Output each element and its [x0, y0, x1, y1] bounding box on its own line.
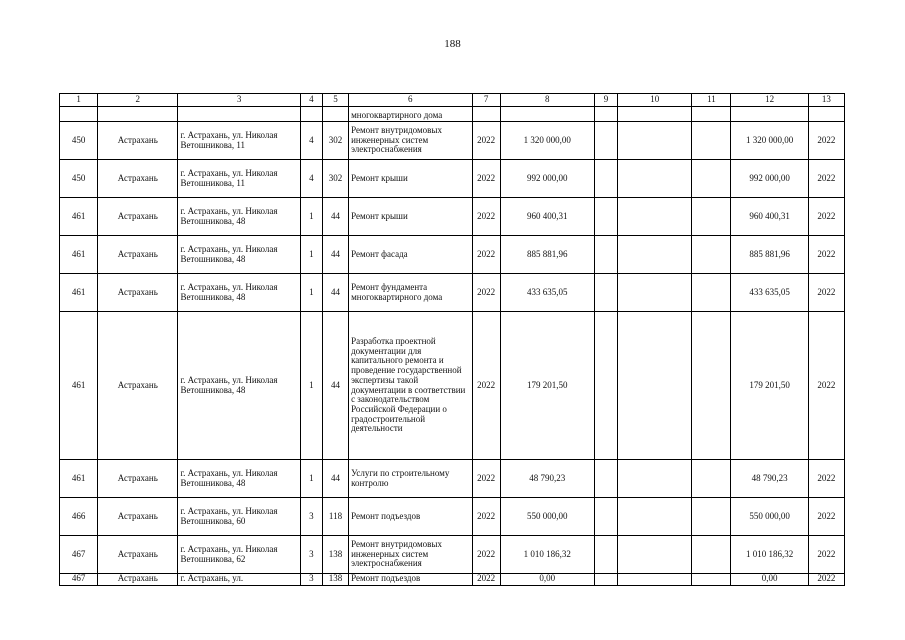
header-col-11: 11 [692, 94, 731, 107]
city-cell: Астрахань [98, 160, 178, 198]
col10-cell [618, 122, 692, 160]
col11-cell [692, 460, 731, 498]
col9-cell [594, 236, 617, 274]
col4-cell: 4 [300, 160, 322, 198]
table-row [60, 460, 845, 498]
table-row [60, 574, 845, 586]
col11-cell [692, 236, 731, 274]
work-type-cell: Ремонт фасада [349, 236, 472, 274]
continuation-row [60, 107, 845, 122]
col4-cell: 1 [300, 274, 322, 312]
year-cell: 2022 [472, 460, 500, 498]
year-cell: 2022 [472, 236, 500, 274]
header-col-12: 12 [731, 94, 808, 107]
col10-cell [618, 236, 692, 274]
col10-cell [618, 460, 692, 498]
header-col-13: 13 [808, 94, 844, 107]
col11-cell [692, 536, 731, 574]
year-cell: 2022 [472, 498, 500, 536]
year-cell: 2022 [472, 160, 500, 198]
col11-cell [692, 160, 731, 198]
col9-cell [594, 460, 617, 498]
col4-cell: 3 [300, 574, 322, 586]
deadline-cell: 2022 [808, 312, 844, 460]
col10-cell [618, 574, 692, 586]
col5-cell: 44 [322, 274, 348, 312]
col10-cell [618, 536, 692, 574]
table-row [60, 236, 845, 274]
total-cost-cell: 992 000,00 [731, 160, 808, 198]
total-cost-cell: 0,00 [731, 574, 808, 586]
deadline-cell: 2022 [808, 274, 844, 312]
col5-cell: 44 [322, 236, 348, 274]
row-number: 467 [60, 536, 98, 574]
cost-cell: 960 400,31 [500, 198, 594, 236]
cost-cell: 433 635,05 [500, 274, 594, 312]
table-row [60, 498, 845, 536]
address-cell: г. Астрахань, ул. Николая Ветошникова, 48 [178, 198, 300, 236]
col9-cell [594, 574, 617, 586]
row-number: 450 [60, 160, 98, 198]
col9-cell [594, 198, 617, 236]
deadline-cell: 2022 [808, 122, 844, 160]
col5-cell: 138 [322, 574, 348, 586]
deadline-cell: 2022 [808, 198, 844, 236]
cost-cell: 0,00 [500, 574, 594, 586]
col4-cell: 1 [300, 236, 322, 274]
col11-cell [692, 198, 731, 236]
header-col-4: 4 [300, 94, 322, 107]
col9-cell [594, 312, 617, 460]
header-col-7: 7 [472, 94, 500, 107]
address-cell: г. Астрахань, ул. Николая Ветошникова, 48 [178, 274, 300, 312]
header-col-9: 9 [594, 94, 617, 107]
header-col-1: 1 [60, 94, 98, 107]
deadline-cell: 2022 [808, 236, 844, 274]
cost-cell: 992 000,00 [500, 160, 594, 198]
year-cell: 2022 [472, 312, 500, 460]
total-cost-cell: 960 400,31 [731, 198, 808, 236]
address-cell: г. Астрахань, ул. Николая Ветошникова, 11 [178, 160, 300, 198]
row-number: 466 [60, 498, 98, 536]
header-col-10: 10 [618, 94, 692, 107]
col10-cell [618, 160, 692, 198]
total-cost-cell: 433 635,05 [731, 274, 808, 312]
work-type-cell: Услуги по строительному контролю [349, 460, 472, 498]
col9-cell [594, 498, 617, 536]
header-col-5: 5 [322, 94, 348, 107]
city-cell: Астрахань [98, 536, 178, 574]
work-type-cell: Ремонт фундамента многоквартирного дома [349, 274, 472, 312]
table-row [60, 536, 845, 574]
total-cost-cell: 48 790,23 [731, 460, 808, 498]
work-type-cell: Ремонт подъездов [349, 498, 472, 536]
col4-cell: 3 [300, 498, 322, 536]
city-cell: Астрахань [98, 312, 178, 460]
city-cell: Астрахань [98, 236, 178, 274]
header-row [60, 94, 845, 107]
col5-cell: 138 [322, 536, 348, 574]
city-cell: Астрахань [98, 574, 178, 586]
page-number: 188 [444, 38, 461, 50]
cost-cell: 550 000,00 [500, 498, 594, 536]
work-type-cell: Ремонт подъездов [349, 574, 472, 586]
year-cell: 2022 [472, 536, 500, 574]
row-number: 461 [60, 460, 98, 498]
col4-cell: 4 [300, 122, 322, 160]
col11-cell [692, 498, 731, 536]
work-type-cell: Ремонт крыши [349, 198, 472, 236]
table-row [60, 274, 845, 312]
work-type-cell: Ремонт внутридомовых инженерных систем электроснабжения [349, 122, 472, 160]
col5-cell: 302 [322, 122, 348, 160]
col11-cell [692, 122, 731, 160]
total-cost-cell: 179 201,50 [731, 312, 808, 460]
table-row [60, 312, 845, 460]
col5-cell: 44 [322, 198, 348, 236]
row-number: 461 [60, 274, 98, 312]
header-col-3: 3 [178, 94, 300, 107]
city-cell: Астрахань [98, 198, 178, 236]
work-type-cell: Разработка проектной документации для капитального ремонта и проведение государственной экспертизы такой документации в соответствии с законодательством Российской Федерации о градостроительной деятельности [349, 312, 472, 460]
year-cell: 2022 [472, 274, 500, 312]
deadline-cell: 2022 [808, 498, 844, 536]
col5-cell: 44 [322, 312, 348, 460]
row-number: 461 [60, 312, 98, 460]
col10-cell [618, 312, 692, 460]
col4-cell: 3 [300, 536, 322, 574]
city-cell: Астрахань [98, 460, 178, 498]
address-cell: г. Астрахань, ул. Николая Ветошникова, 11 [178, 122, 300, 160]
row-number: 467 [60, 574, 98, 586]
total-cost-cell: 550 000,00 [731, 498, 808, 536]
row-number: 461 [60, 198, 98, 236]
year-cell: 2022 [472, 122, 500, 160]
table-row [60, 160, 845, 198]
deadline-cell: 2022 [808, 460, 844, 498]
col4-cell: 1 [300, 460, 322, 498]
col11-cell [692, 274, 731, 312]
address-cell: г. Астрахань, ул. Николая Ветошникова, 48 [178, 312, 300, 460]
row-number: 461 [60, 236, 98, 274]
year-cell: 2022 [472, 574, 500, 586]
col10-cell [618, 274, 692, 312]
col10-cell [618, 198, 692, 236]
col4-cell: 1 [300, 198, 322, 236]
address-cell: г. Астрахань, ул. Николая Ветошникова, 60 [178, 498, 300, 536]
capital-repair-table [59, 93, 845, 586]
col10-cell [618, 498, 692, 536]
row-number: 450 [60, 122, 98, 160]
table-body [60, 94, 845, 586]
deadline-cell: 2022 [808, 536, 844, 574]
col5-cell: 118 [322, 498, 348, 536]
cost-cell: 885 881,96 [500, 236, 594, 274]
year-cell: 2022 [472, 198, 500, 236]
header-col-6: 6 [349, 94, 472, 107]
continuation-text: многоквартирного дома [349, 107, 472, 122]
col4-cell: 1 [300, 312, 322, 460]
deadline-cell: 2022 [808, 574, 844, 586]
col5-cell: 302 [322, 160, 348, 198]
work-type-cell: Ремонт внутридомовых инженерных систем электроснабжения [349, 536, 472, 574]
city-cell: Астрахань [98, 122, 178, 160]
address-cell: г. Астрахань, ул. Николая Ветошникова, 62 [178, 536, 300, 574]
city-cell: Астрахань [98, 498, 178, 536]
header-col-8: 8 [500, 94, 594, 107]
col5-cell: 44 [322, 460, 348, 498]
cost-cell: 1 010 186,32 [500, 536, 594, 574]
col9-cell [594, 274, 617, 312]
col9-cell [594, 122, 617, 160]
address-cell: г. Астрахань, ул. Николая Ветошникова, 48 [178, 236, 300, 274]
city-cell: Астрахань [98, 274, 178, 312]
col9-cell [594, 536, 617, 574]
cost-cell: 179 201,50 [500, 312, 594, 460]
col11-cell [692, 574, 731, 586]
total-cost-cell: 1 320 000,00 [731, 122, 808, 160]
header-col-2: 2 [98, 94, 178, 107]
address-cell: г. Астрахань, ул. [178, 574, 300, 586]
deadline-cell: 2022 [808, 160, 844, 198]
cost-cell: 48 790,23 [500, 460, 594, 498]
cost-cell: 1 320 000,00 [500, 122, 594, 160]
col11-cell [692, 312, 731, 460]
col9-cell [594, 160, 617, 198]
table-row [60, 122, 845, 160]
total-cost-cell: 1 010 186,32 [731, 536, 808, 574]
total-cost-cell: 885 881,96 [731, 236, 808, 274]
work-type-cell: Ремонт крыши [349, 160, 472, 198]
table-row [60, 198, 845, 236]
address-cell: г. Астрахань, ул. Николая Ветошникова, 48 [178, 460, 300, 498]
